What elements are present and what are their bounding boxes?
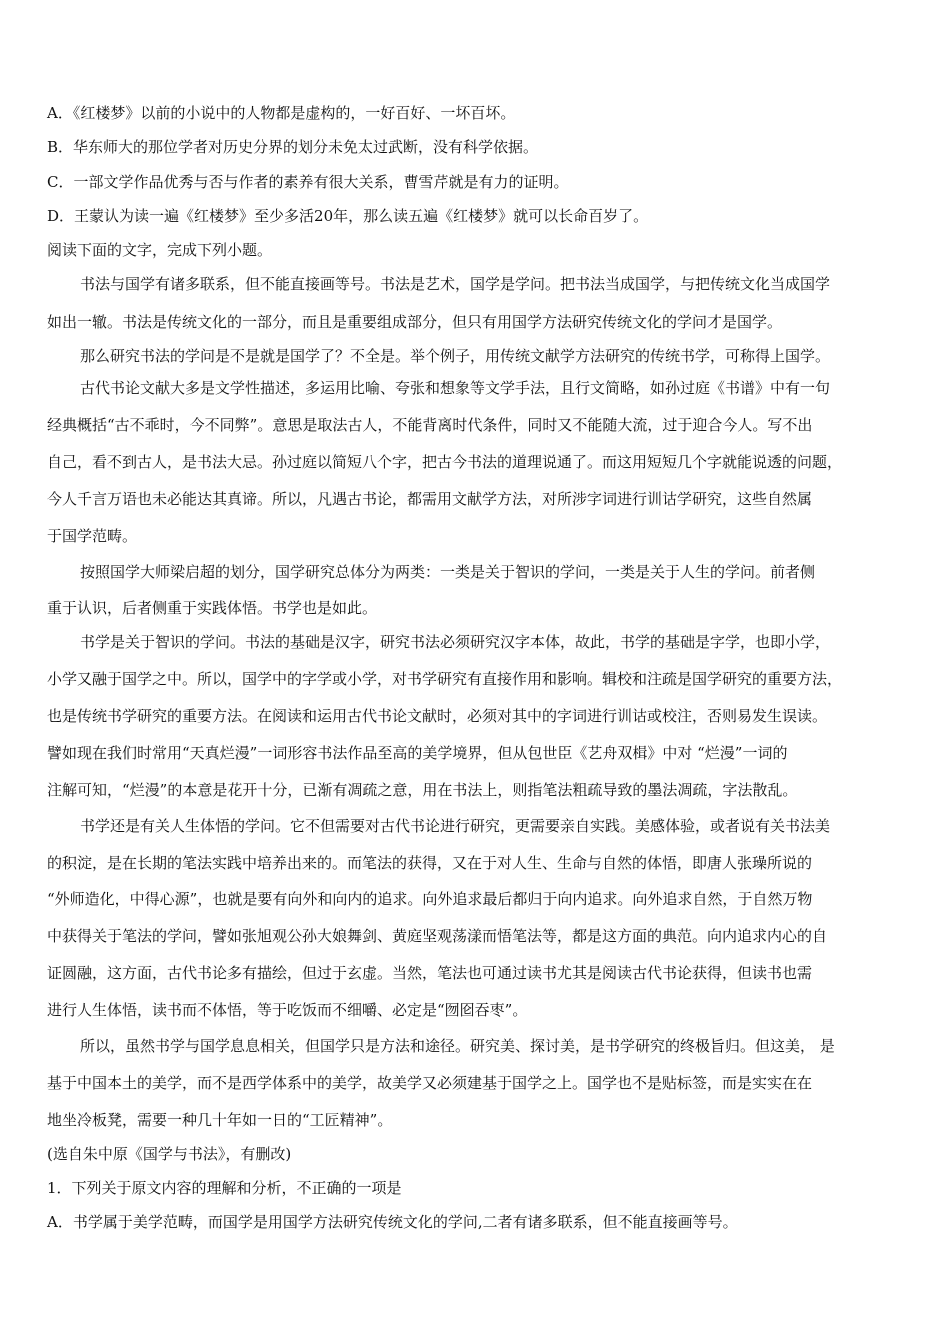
passage-line: 经典概括“古不乖时，今不同弊”。意思是取法古人，不能背离时代条件，同时又不能随大流，过于迎合今人。写不出 [47, 416, 813, 434]
passage-line: 按照国学大师梁启超的划分，国学研究总体分为两类：一类是关于智识的学问，一类是关于人生的学问。前者侧 [80, 563, 816, 581]
passage-line: 进行人生体悟，读书而不体悟，等于吃饭而不细嚼、必定是“囫囵吞枣”。 [47, 1001, 528, 1019]
passage-line: 书学还是有关人生体悟的学问。它不但需要对古代书论进行研究，更需要亲自实践。美感体验，或者说有关书法美 [80, 817, 831, 835]
passage-line: 注解可知，“烂漫”的本意是花开十分，已渐有凋疏之意，用在书法上，则指笔法粗疏导致的墨法凋疏，字法散乱。 [47, 781, 798, 799]
passage-source: (选自朱中原《国学与书法》，有删改) [47, 1145, 292, 1163]
passage-line: 也是传统书学研究的重要方法。在阅读和运用古代书论文献时，必须对其中的字词进行训诂或校注，否则易发生误读。 [47, 707, 828, 725]
passage-line: 书法与国学有诸多联系，但不能直接画等号。书法是艺术，国学是学问。把书法当成国学，与把传统文化当成国学 [80, 275, 831, 293]
passage-line: 那么研究书法的学问是不是就是国学了？不全是。举个例子，用传统文献学方法研究的传统书学，可称得上国学。 [80, 347, 831, 365]
passage-line: 证圆融，这方面，古代书论多有描绘，但过于玄虚。当然，笔法也可通过读书尤其是阅读古代书论获得，但读书也需 [47, 964, 813, 982]
option-a: A．书学属于美学范畴，而国学是用国学方法研究传统文化的学问,二者有诸多联系，但不能直接画等号。 [47, 1213, 738, 1231]
passage-line: “外师造化，中得心源”，也就是要有向外和向内的追求。向外追求最后都归于向内追求。向外追求自然，于自然万物 [47, 890, 813, 908]
passage-line: 地坐冷板凳，需要一种几十年如一日的“工匠精神”。 [47, 1111, 393, 1129]
passage-line: 于国学范畴。 [47, 527, 138, 545]
passage-line: 如出一辙。书法是传统文化的一部分，而且是重要组成部分，但只有用国学方法研究传统文化的学问才是国学。 [47, 313, 783, 331]
reading-instruction: 阅读下面的文字，完成下列小题。 [47, 241, 273, 259]
option-a-prev: A．《红楼梦》以前的小说中的人物都是虚构的，一好百好、一坏百坏。 [47, 104, 516, 122]
option-d-prev: D．王蒙认为读一遍《红楼梦》至少多活20年，那么读五遍《红楼梦》就可以长命百岁了。 [47, 207, 649, 225]
option-b-prev: B．华东师大的那位学者对历史分界的划分未免太过武断，没有科学依据。 [47, 138, 539, 156]
passage-line: 今人千言万语也未必能达其真谛。所以，凡遇古书论，都需用文献学方法，对所涉字词进行训诂学研究，这些自然属 [47, 490, 813, 508]
passage-line: 自己，看不到古人，是书法大忌。孙过庭以简短八个字，把古今书法的道理说通了。而这用短短几个字就能说透的问题， [47, 453, 843, 471]
passage-line: 小学又融于国学之中。所以，国学中的字学或小学，对书学研究有直接作用和影响。辑校和注疏是国学研究的重要方法， [47, 670, 843, 688]
passage-line: 所以，虽然书学与国学息息相关，但国学只是方法和途径。研究美、探讨美，是书学研究的终极旨归。但这美， 是 [80, 1037, 835, 1055]
passage-line: 古代书论文献大多是文学性描述，多运用比喻、夸张和想象等文学手法，且行文简略，如孙过庭《书谱》中有一句 [80, 379, 831, 397]
passage-line: 基于中国本土的美学，而不是西学体系中的美学，故美学又必须建基于国学之上。国学也不是贴标签，而是实实在在 [47, 1074, 813, 1092]
passage-line: 重于认识，后者侧重于实践体悟。书学也是如此。 [47, 599, 378, 617]
passage-line: 的积淀，是在长期的笔法实践中培养出来的。而笔法的获得，又在于对人生、生命与自然的体悟，即唐人张璪所说的 [47, 854, 813, 872]
passage-line: 譬如现在我们时常用“天真烂漫”一词形容书法作品至高的美学境界，但从包世臣《艺舟双楫》中对 “烂漫”一词的 [47, 744, 788, 762]
question-1: 1．下列关于原文内容的理解和分析，不正确的一项是 [47, 1179, 402, 1197]
passage-line: 中获得关于笔法的学问，譬如张旭观公孙大娘舞剑、黄庭坚观荡漾而悟笔法等，都是这方面的典范。向内追求内心的自 [47, 927, 828, 945]
option-c-prev: C．一部文学作品优秀与否与作者的素养有很大关系，曹雪芹就是有力的证明。 [47, 173, 569, 191]
passage-line: 书学是关于智识的学问。书法的基础是汉字，研究书法必须研究汉字本体，故此，书学的基础是字学，也即小学， [80, 633, 831, 651]
